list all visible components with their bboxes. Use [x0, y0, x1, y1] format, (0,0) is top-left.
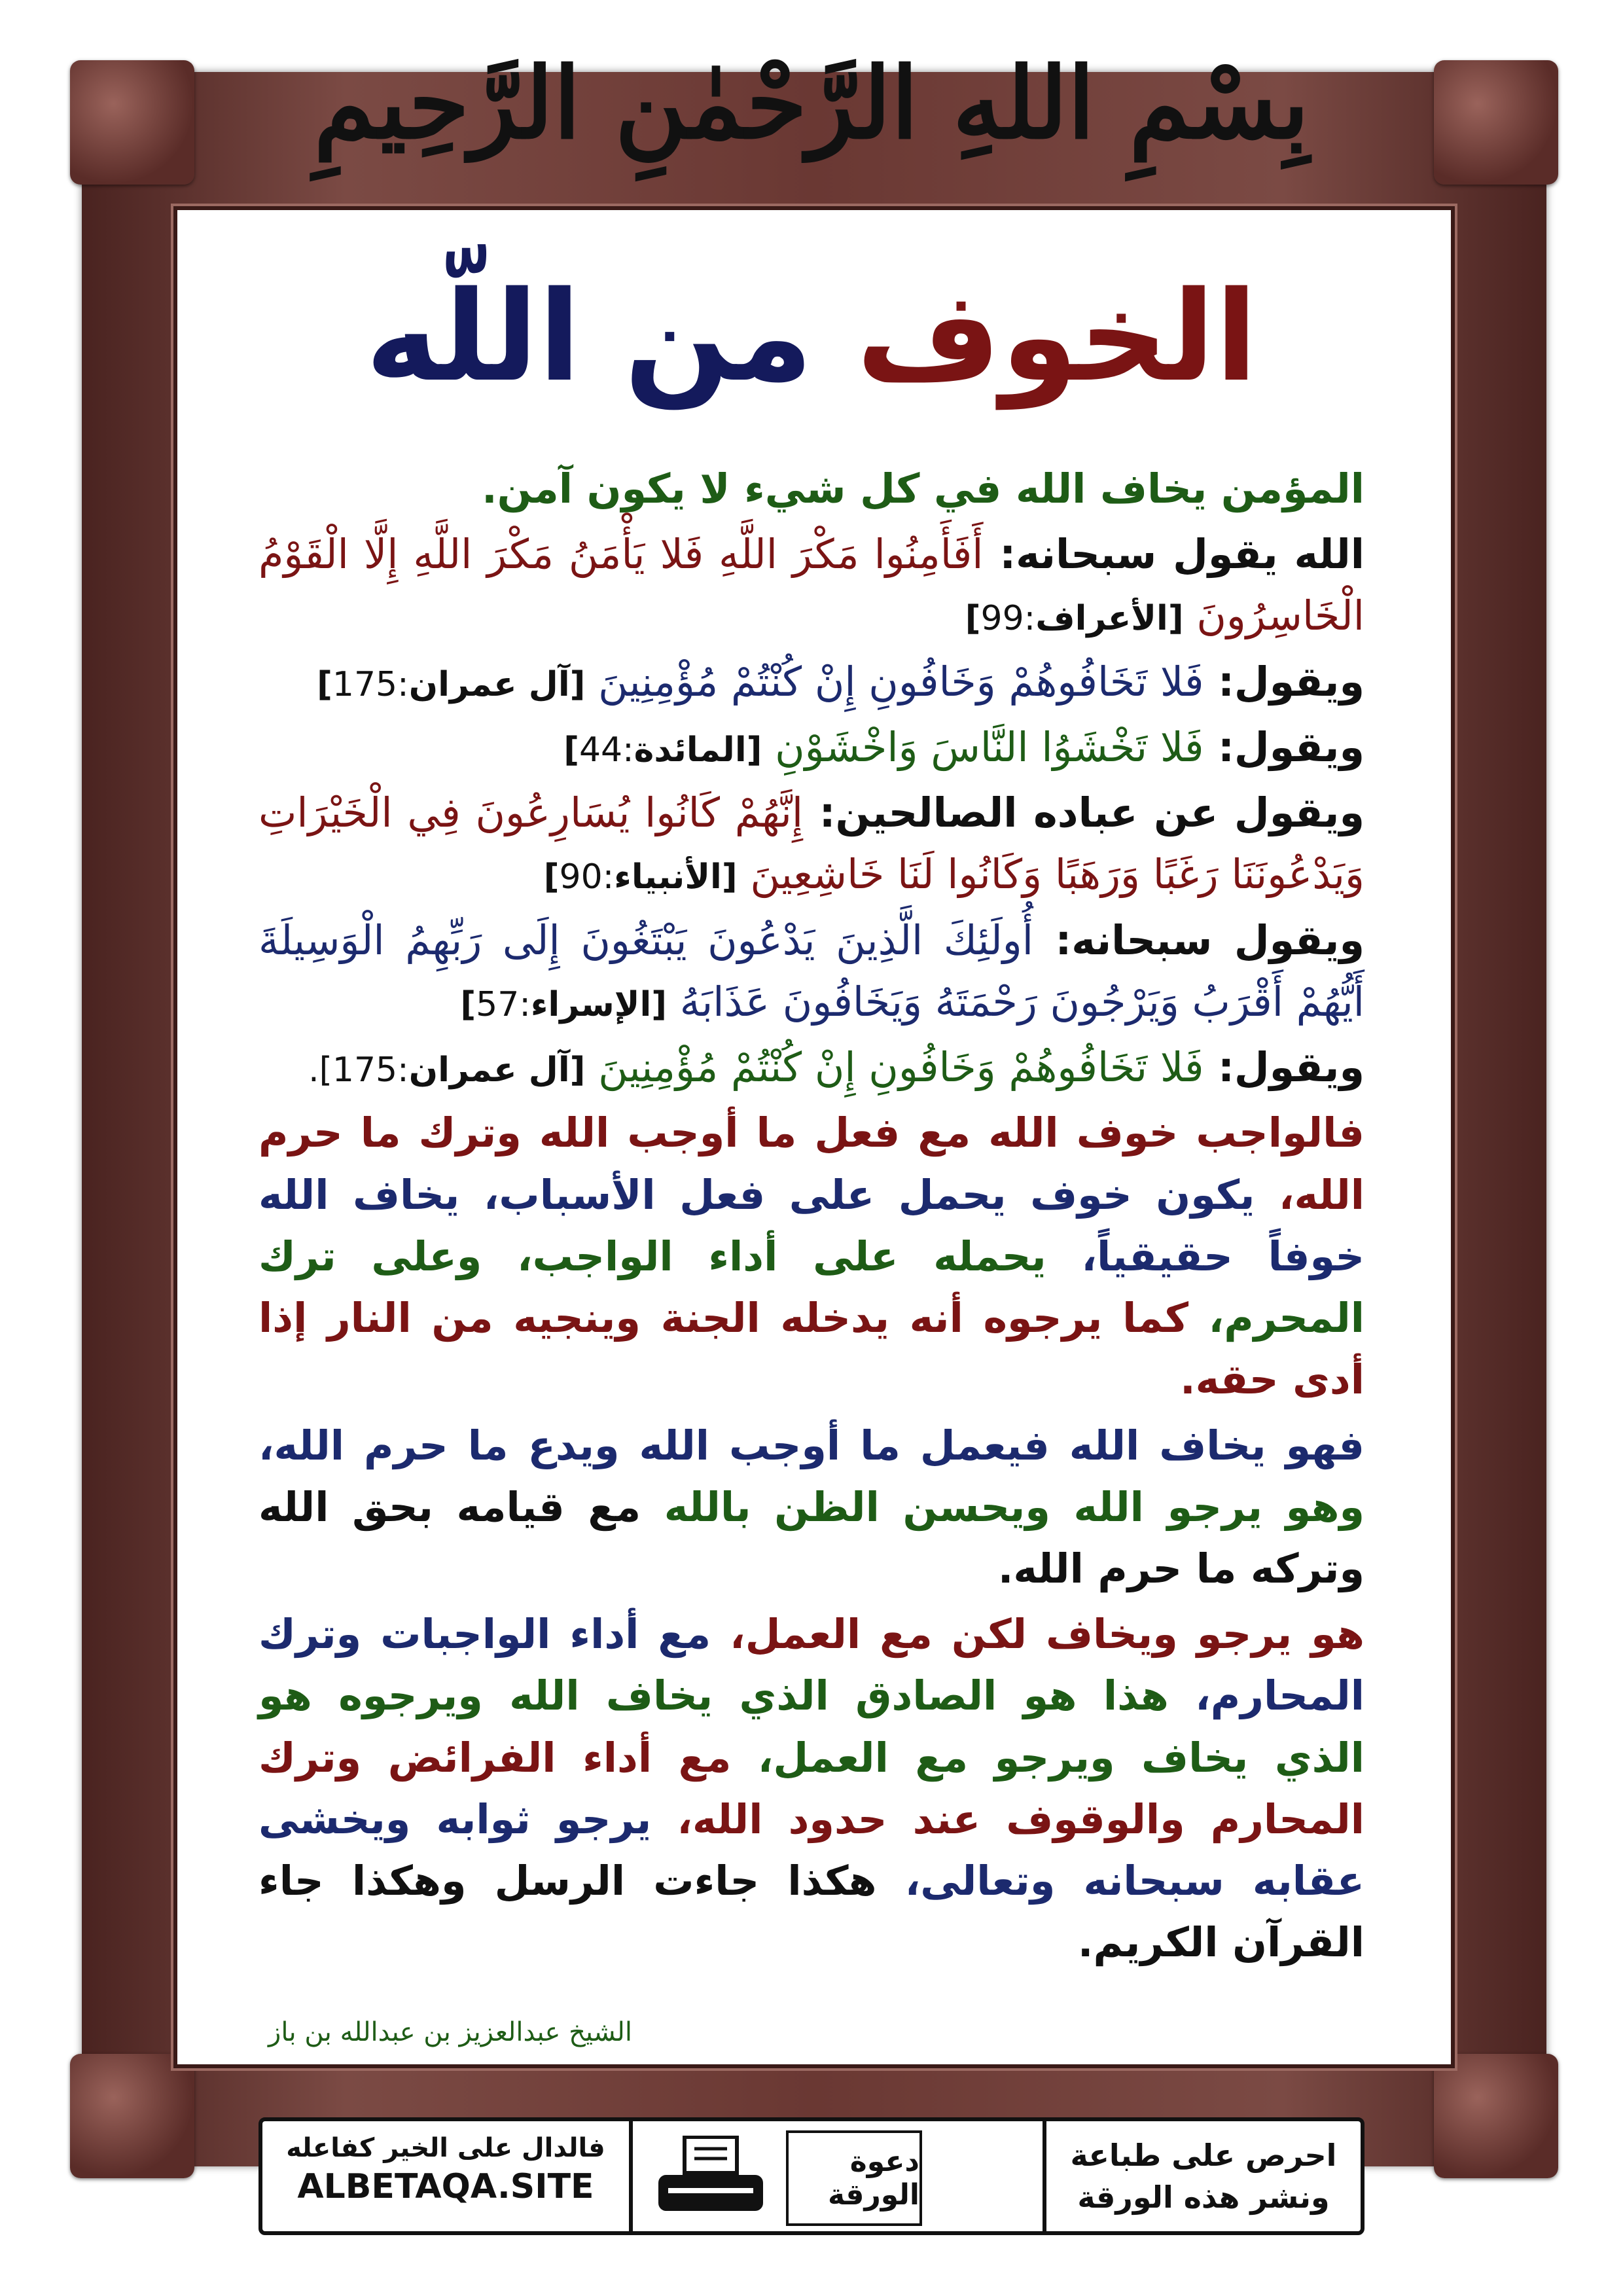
verse-block-2 [259, 651, 1364, 713]
footer-banner [259, 2117, 1364, 2235]
verse-block-5 [259, 910, 1364, 1033]
frame-corner [70, 2054, 194, 2178]
verse-block-4 [259, 782, 1364, 905]
surah-name: الإسراء [530, 984, 652, 1024]
verse-text: إِنَّهُمْ كَانُوا يُسَارِعُونَ فِي الْخَيْرَاتِ وَيَدْعُونَنَا رَغَبًا وَرَهَبًا وَكَانُوا لَنَا خَاشِعِينَ [259, 789, 1364, 899]
verse-reference: [الإسراء:57] [460, 984, 668, 1024]
paragraph-segment: فالواجب خوف الله مع فعل ما أوجب الله وترك ما حرم الله، [259, 1109, 1365, 1219]
verse-lead: ويقول: [1204, 723, 1364, 771]
verse-lead: ويقول سبحانه: [1033, 916, 1364, 964]
paragraph-segment: هو يرجو ويخاف لكن مع العمل، [711, 1610, 1364, 1659]
verse-text: فَلا تَخَافُوهُمْ وَخَافُونِ إِنْ كُنْتُمْ مُؤْمِنِينَ [598, 1043, 1204, 1092]
ayah-number: :175]. [308, 1050, 409, 1090]
paragraph-segment: يكون خوف يحمل على فعل الأسباب، يخاف الله خوفاً حقيقياً، [259, 1170, 1365, 1280]
paragraph-segment: يرجو ثوابه ويخشى عقابه سبحانه وتعالى، [259, 1795, 1364, 1905]
paragraph-segment: فهو يخاف الله فيعمل ما أوجب الله ويدع ما حرم الله، [259, 1421, 1364, 1469]
footer-divider [629, 2121, 633, 2231]
surah-name: المائدة [633, 730, 747, 770]
footer-print-line-1: احرص على طباعة [1070, 2138, 1337, 2173]
paragraph-2 [259, 1415, 1364, 1600]
verse-text: أَفَأَمِنُوا مَكْرَ اللَّهِ فَلا يَأْمَنُ مَكْرَ اللَّهِ إِلَّا الْقَوْمُ الْخَاسِرُونَ [259, 530, 1364, 640]
footer-divider [1043, 2121, 1046, 2231]
title-word-3: اللّه [365, 264, 581, 409]
title-word-1: الخوف [856, 264, 1258, 409]
dawah-logo: دعوة الورقة [786, 2130, 922, 2226]
paragraph-segment: هكذا جاءت الرسل وهكذا جاء القرآن الكريم. [259, 1857, 1364, 1967]
frame-corner [1434, 2054, 1558, 2178]
footer-print-note [1066, 2134, 1341, 2219]
verse-block-3 [259, 717, 1364, 778]
surah-name: الأعراف [1035, 599, 1168, 639]
ayah-number: :90 [559, 857, 615, 897]
verse-lead: ويقول: [1204, 657, 1364, 706]
verse-text: فَلا تَخْشَوُا النَّاسَ وَاخْشَوْنِ [775, 723, 1204, 771]
paragraph-segment: مع أداء الواجبات وترك المحارم، [259, 1610, 1364, 1720]
footer-print-line-2: ونشر هذه الورقة [1077, 2179, 1330, 2215]
ayah-number: :44 [579, 730, 634, 770]
ayah-number: :57 [476, 984, 531, 1024]
verse-block-6 [259, 1037, 1364, 1098]
author-credit: الشيخ عبدالعزيز بن عبدالله بن باز [268, 2017, 632, 2047]
surah-name: آل عمران [408, 1050, 570, 1090]
surah-name: آل عمران [408, 664, 570, 704]
verse-lead: ويقول: [1204, 1043, 1364, 1092]
verse-reference: [آل عمران:175] [317, 664, 586, 704]
footer-site-url: ALBETAQA.SITE [297, 2167, 594, 2206]
ayah-number: :175 [332, 664, 409, 704]
paragraph-segment: يحمله على أداء الواجب، وعلى ترك المحرم، [259, 1232, 1364, 1342]
article-body [259, 458, 1364, 2088]
verse-lead: الله يقول سبحانه: [983, 530, 1364, 579]
verse-reference: [المائدة:44] [563, 730, 762, 770]
paragraph-segment: هذا هو الصادق الذي يخاف الله ويرجوه هو الذي يخاف ويرجو مع العمل، [259, 1672, 1364, 1782]
footer-proverb: فالدال على الخير كفاعله [286, 2133, 605, 2163]
footer-site-block [276, 2133, 616, 2206]
verse-text: فَلا تَخَافُوهُمْ وَخَافُونِ إِنْ كُنْتُمْ مُؤْمِنِينَ [598, 657, 1204, 706]
title-word-2: من [624, 264, 813, 409]
verse-reference: [الأنبياء:90] [543, 857, 738, 897]
basmala-calligraphy: بِسْمِ اللهِ الرَّحْمٰنِ الرَّحِيمِ [313, 46, 1310, 161]
surah-name: الأنبياء [614, 857, 722, 897]
verse-block-1 [259, 524, 1364, 647]
paragraph-segment: وهو يرجو الله ويحسن الظن بالله [641, 1482, 1364, 1531]
printer-icon [655, 2136, 766, 2214]
paragraph-3 [259, 1604, 1364, 1973]
verse-lead: ويقول عن عباده الصالحين: [803, 789, 1364, 837]
verse-reference: [الأعراف:99] [965, 599, 1184, 639]
paragraph-segment: مع قيامه بحق الله وتركه ما حرم الله. [259, 1482, 1364, 1592]
ayah-number: :99 [980, 599, 1036, 639]
intro-line: المؤمن يخاف الله في كل شيء لا يكون آمن. [482, 465, 1364, 512]
paragraph-1 [259, 1102, 1364, 1410]
paragraph-segment: كما يرجوه أنه يدخله الجنة وينجيه من النار إذا أدى حقه. [259, 1294, 1364, 1404]
verse-reference: [آل عمران:175]. [308, 1050, 586, 1090]
page-title [0, 264, 1623, 409]
verse-text: أُولَئِكَ الَّذِينَ يَدْعُونَ يَبْتَغُونَ إِلَى رَبِّهِمُ الْوَسِيلَةَ أَيُّهُمْ أَقْرَبُ وَيَرْجُونَ رَحْمَتَهُ وَيَخَافُونَ عَذَابَهُ [259, 916, 1364, 1026]
paragraph-segment: مع أداء الفرائض وترك المحارم والوقوف عند حدود الله، [259, 1733, 1364, 1843]
